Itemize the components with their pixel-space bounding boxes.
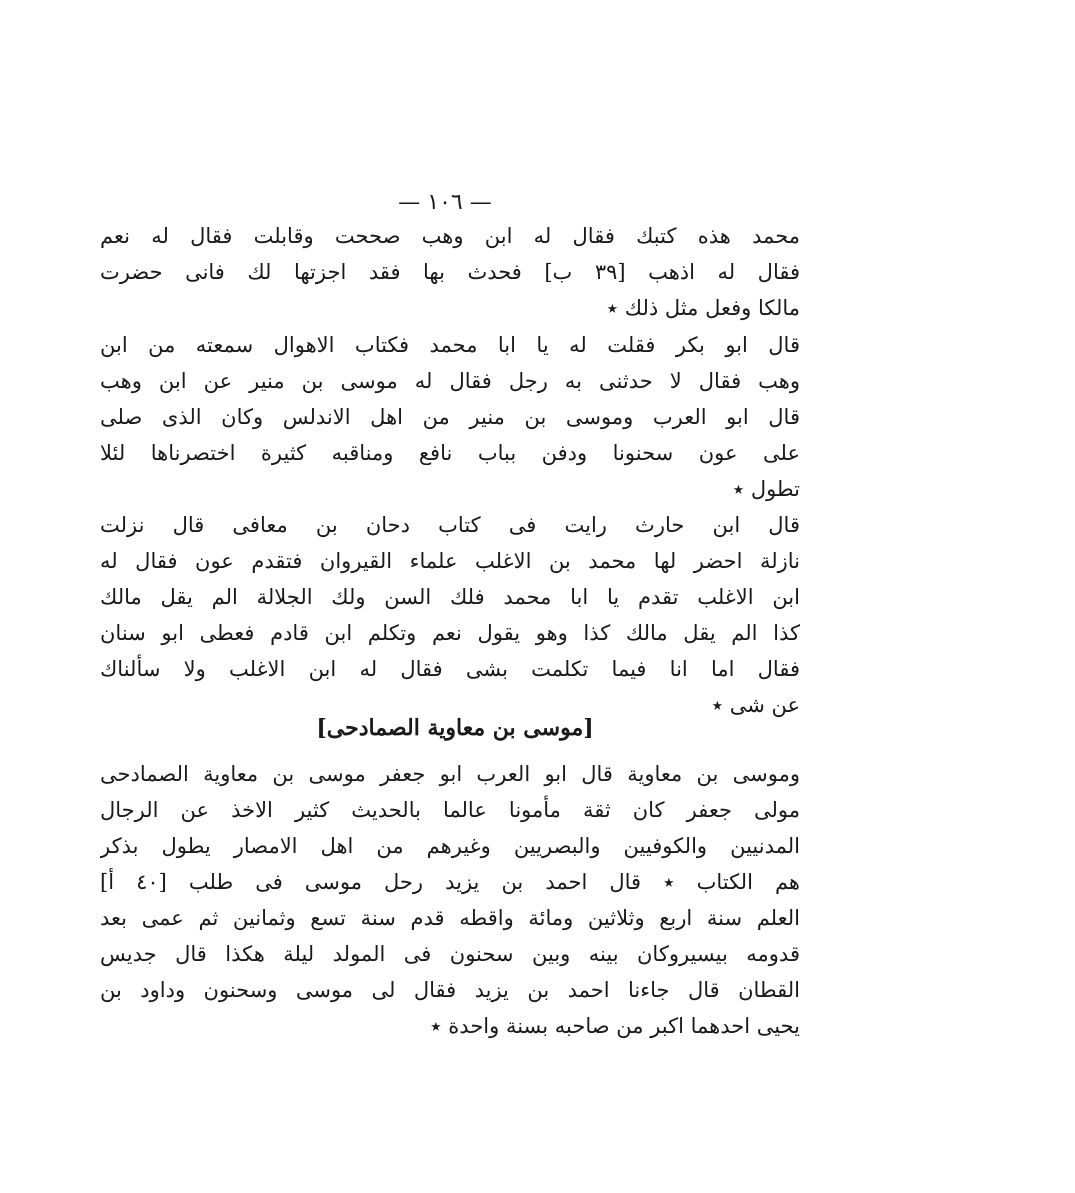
text-line: يحيى احدهما اكبر من صاحبه بسنة واحدة ٭ — [430, 1014, 800, 1038]
text-line: عن شى ٭ — [711, 693, 800, 717]
text-line: ابن الاغلب تقدم يا ابا محمد فلك السن ولك الجلالة الم يقل مالك — [100, 585, 800, 609]
text-line: قدومه بيسيروكان بينه وبين سحنون فى المولد ليلة هكذا قال جديس — [100, 942, 800, 966]
text-line: قال ابو بكر فقلت له يا ابا محمد فكتاب الاهوال سمعته من ابن — [100, 333, 800, 357]
text-line: على عون سحنونا ودفن بباب نافع ومناقبه كثيرة اختصرناها لئلا — [100, 441, 800, 465]
text-line: كذا الم يقل مالك كذا وهو يقول نعم وتكلم ابن قادم فعطى ابو سنان — [100, 621, 800, 645]
text-line: العلم سنة اربع وثلاثين ومائة واقطه قدم سنة تسع وثمانين ثم عمى بعد — [100, 906, 800, 930]
text-line: هم الكتاب ٭ قال احمد بن يزيد رحل موسى فى طلب [٤٠ أ] — [100, 870, 800, 894]
paragraph-4 — [100, 756, 800, 1044]
text-line: القطان قال جاءنا احمد بن يزيد فقال لى موسى وسحنون وداود بن — [100, 978, 800, 1002]
text-line: فقال اما انا فيما تكلمت بشى فقال له ابن الاغلب ولا سألناك — [100, 657, 800, 681]
text-line: وموسى بن معاوية قال ابو العرب ابو جعفر موسى بن معاوية الصمادحى — [100, 762, 800, 786]
section-heading: [موسى بن معاوية الصمادحى] — [316, 715, 594, 741]
text-line: قال ابو العرب وموسى بن منير من اهل الاندلس وكان الذى صلى — [100, 405, 800, 429]
page-number: — ١٠٦ — — [398, 190, 492, 215]
text-line: نازلة احضر لها محمد بن الاغلب علماء القيروان فتقدم عون فقال له — [100, 549, 800, 573]
text-line: فقال له اذهب [٣٩ ب] فحدث بها فقد اجزتها لك فانى حضرت — [100, 260, 800, 284]
text-line: وهب فقال لا حدثنى به رجل فقال له موسى بن منير عن ابن وهب — [100, 369, 800, 393]
paragraph-1 — [100, 218, 800, 326]
text-line: مالكا وفعل مثل ذلك ٭ — [606, 296, 800, 320]
text-line: تطول ٭ — [732, 477, 800, 501]
paragraph-2 — [100, 327, 800, 507]
text-line: محمد هذه كتبك فقال له ابن وهب صححت وقابلت فقال له نعم — [100, 224, 800, 248]
text-line: قال ابن حارث رايت فى كتاب دحان بن معافى قال نزلت — [100, 513, 800, 537]
paragraph-3 — [100, 507, 800, 723]
text-line: المدنيين والكوفيين والبصريين وغيرهم من اهل الامصار يطول بذكر — [100, 834, 800, 858]
text-line: مولى جعفر كان ثقة مأمونا عالما بالحديث كثير الاخذ عن الرجال — [100, 798, 800, 822]
